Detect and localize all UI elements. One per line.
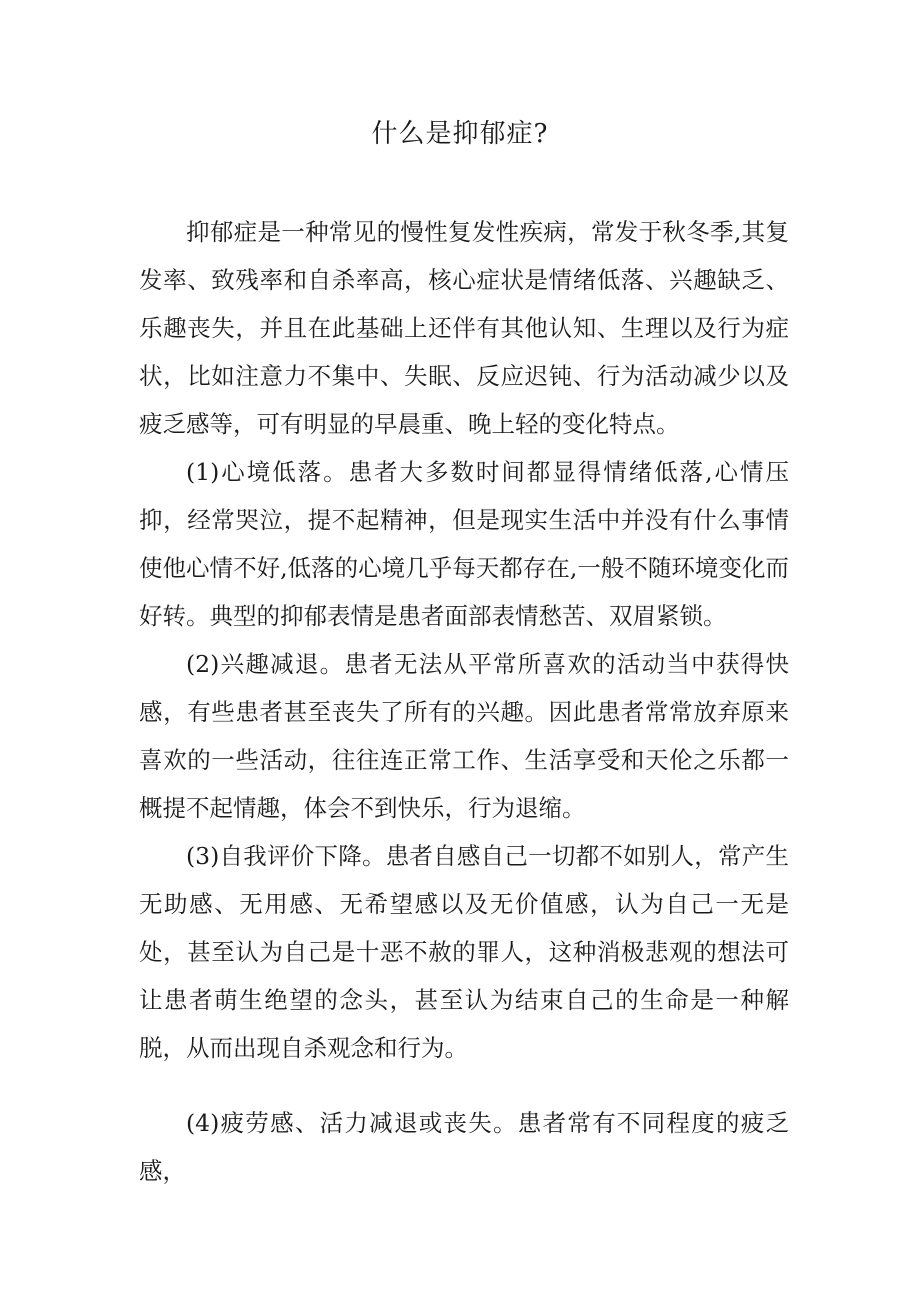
- page-title: 什么是抑郁症?: [371, 119, 549, 149]
- paragraph-loss-of-interest: (2)兴趣减退。患者无法从平常所喜欢的活动当中获得快感，有些患者甚至丧失了所有的兴趣。因此患者常常放弃原来喜欢的一些活动，往往连正常工作、生活享受和天伦之乐都一概提不起情趣，体会不到快乐，行为退缩。: [139, 650, 789, 822]
- paragraph-low-mood: (1)心境低落。患者大多数时间都显得情绪低落,心情压抑，经常哭泣，提不起精神，但是现实生活中并没有什么事情使他心情不好,低落的心境几乎每天都存在,一般不随环境变化而好转。典型的抑郁表情是患者面部表情愁苦、双眉紧锁。: [139, 458, 789, 630]
- paragraph-intro: 抑郁症是一种常见的慢性复发性疾病，常发于秋冬季,其复发率、致残率和自杀率高，核心症状是情绪低落、兴趣缺乏、乐趣丧失，并且在此基础上还伴有其他认知、生理以及行为症状，比如注意力不集中、失眠、反应迟钝、行为活动减少以及疲乏感等，可有明显的早晨重、晚上轻的变化特点。: [139, 218, 789, 438]
- paragraph-low-self-esteem: (3)自我评价下降。患者自感自己一切都不如别人，常产生无助感、无用感、无希望感以及无价值感，认为自己一无是处，甚至认为自己是十恶不赦的罪人，这种消极悲观的想法可让患者萌生绝望的念头，甚至认为结束自己的生命是一种解脱，从而出现自杀观念和行为。: [139, 842, 789, 1062]
- paragraph-fatigue: (4)疲劳感、活力减退或丧失。患者常有不同程度的疲乏感，: [139, 1109, 789, 1185]
